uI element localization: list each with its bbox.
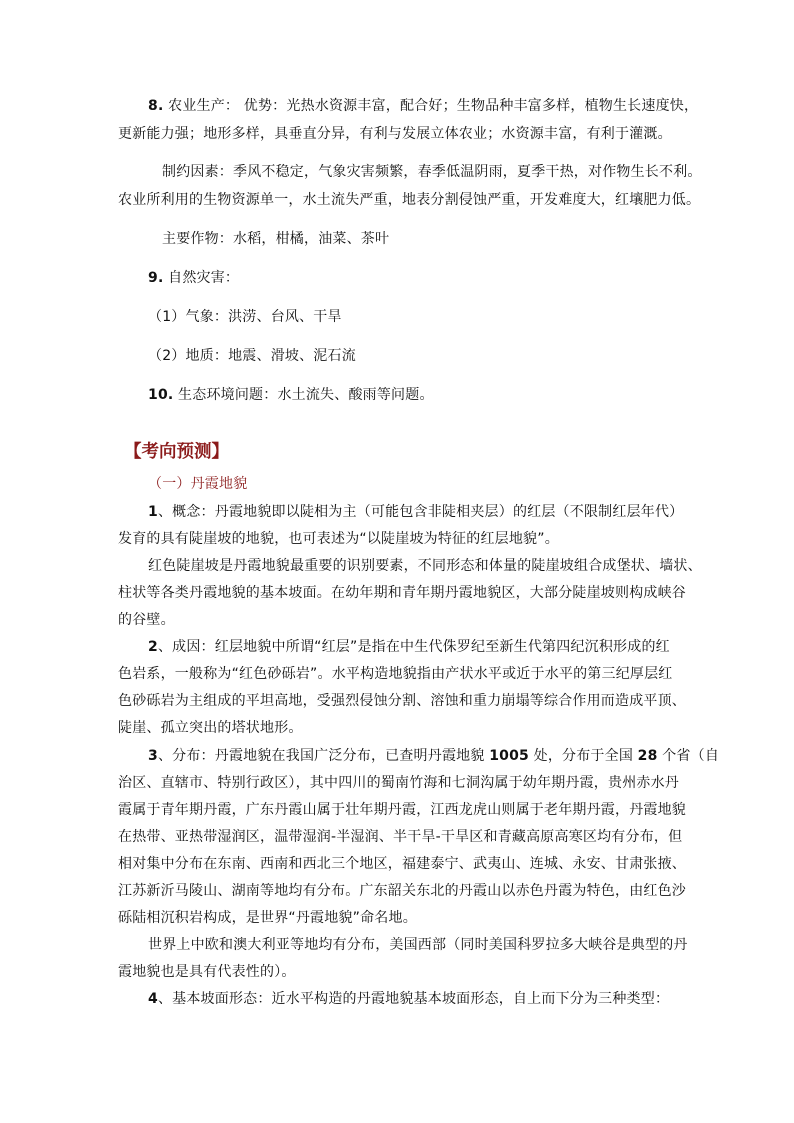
agri-crops: 主要作物：水稻，柑橘，油菜、茶叶 (162, 231, 390, 247)
p4-count-sites: 1005 (489, 748, 529, 764)
agri-line-1 (148, 96, 698, 116)
p1-line-1 (148, 502, 683, 522)
disaster-title: 自然灾害： (163, 270, 240, 286)
item-number: 8. (148, 98, 164, 114)
eco-line (148, 385, 434, 405)
agri-text-1: 农业生产： 优势：光热水资源丰富，配合好；生物品种丰富多样，植物生长速度快， (163, 98, 699, 114)
section-heading: 【考向预测】 (124, 442, 229, 462)
p4-text-1a: 、分布：丹霞地貌在我国广泛分布，已查明丹霞地貌 (157, 748, 490, 764)
p4-line-1 (148, 746, 719, 766)
p4-text-1c: 个省（自 (657, 748, 720, 764)
disaster-item-1: （1）气象：洪涝、台风、干旱 (148, 309, 342, 325)
agri-line-2: 更新能力强；地形多样，具垂直分异，有利与发展立体农业；水资源丰富，有利于灌溉。 (118, 126, 672, 142)
p5-line-1: 世界上中欧和澳大利亚等地均有分布，美国西部（同时美国科罗拉多大峡谷是典型的丹 (148, 937, 688, 953)
para-number: 2 (148, 639, 158, 655)
p5-line-2: 霞地貌也是具有代表性的）。 (118, 964, 296, 980)
p1-text-1: 、概念：丹霞地貌即以陡相为主（可能包含非陡相夹层）的红层（不限制红层年代） (157, 504, 684, 520)
p3-line-1 (148, 637, 670, 657)
p4-line-6: 江苏新沂马陵山、湖南等地均有分布。广东韶关东北的丹霞山以赤色丹霞为特色，由红色沙 (118, 883, 686, 899)
para-number: 4 (148, 991, 158, 1007)
agri-constraint-1: 制约因素：季风不稳定，气象灾害频繁，春季低温阴雨，夏季干热，对作物生长不利。 (162, 164, 702, 180)
agri-constraint-2: 农业所利用的生物资源单一，水土流失严重，地表分割侵蚀严重，开发难度大，红壤肥力低。 (118, 192, 701, 208)
p3-line-3: 色砂砾岩为主组成的平坦高地，受强烈侵蚀分割、溶蚀和重力崩塌等综合作用而造成平顶、 (118, 693, 686, 709)
p4-line-3: 霞属于青年期丹霞，广东丹霞山属于壮年期丹霞，江西龙虎山则属于老年期丹霞，丹霞地貌 (118, 802, 686, 818)
p4-count-provinces: 28 (637, 748, 658, 764)
p3-line-2: 色岩系，一般称为“红色砂砾岩”。水平构造地貌指由产状水平或近于水平的第三纪厚层红 (118, 666, 673, 682)
p2-line-1: 红色陡崖坡是丹霞地貌最重要的识别要素，不同形态和体量的陡崖坡组合成堡状、墙状、 (148, 558, 702, 574)
disaster-item-2: （2）地质：地震、滑坡、泥石流 (148, 348, 356, 364)
p4-line-5: 相对集中分布在东南、西南和西北三个地区，福建泰宁、武夷山、连城、永安、甘肃张掖、 (118, 856, 686, 872)
p4-line-2: 治区、直辖市、特别行政区），其中四川的蜀南竹海和七洞沟属于幼年期丹霞，贵州赤水丹 (118, 775, 679, 791)
para-number: 3 (148, 748, 158, 764)
eco-text: 生态环境问题：水土流失、酸雨等问题。 (173, 387, 434, 403)
p3-text-1: 、成因：红层地貌中所谓“红层”是指在中生代侏罗纪至新生代第四纪沉积形成的红 (157, 639, 670, 655)
p1-line-2: 发育的具有陡崖坡的地貌，也可表述为“以陡崖坡为特征的红层地貌”。 (118, 531, 559, 547)
para-number: 1 (148, 504, 158, 520)
p3-line-4: 陡崖、孤立突出的塔状地形。 (118, 720, 303, 736)
subheading: （一）丹霞地貌 (148, 476, 248, 492)
item-number: 10. (148, 387, 174, 403)
item-number: 9. (148, 270, 164, 286)
p2-line-3: 的谷壁。 (118, 612, 175, 628)
p4-line-7: 砾陆相沉积岩构成，是世界“丹霞地貌”命名地。 (118, 910, 417, 926)
p6-text-1: 、基本坡面形态：近水平构造的丹霞地貌基本坡面形态，自上而下分为三种类型： (157, 991, 670, 1007)
p4-text-1b: 处，分布于全国 (528, 748, 638, 764)
disaster-title-line (148, 268, 239, 288)
p4-line-4: 在热带、亚热带湿润区，温带湿润-半湿润、半干旱-干旱区和青藏高原高寒区均有分布，但 (118, 829, 683, 845)
p2-line-2: 柱状等各类丹霞地貌的基本坡面。在幼年期和青年期丹霞地貌区，大部分陡崖坡则构成峡谷 (118, 585, 686, 601)
p6-line-1 (148, 989, 669, 1009)
